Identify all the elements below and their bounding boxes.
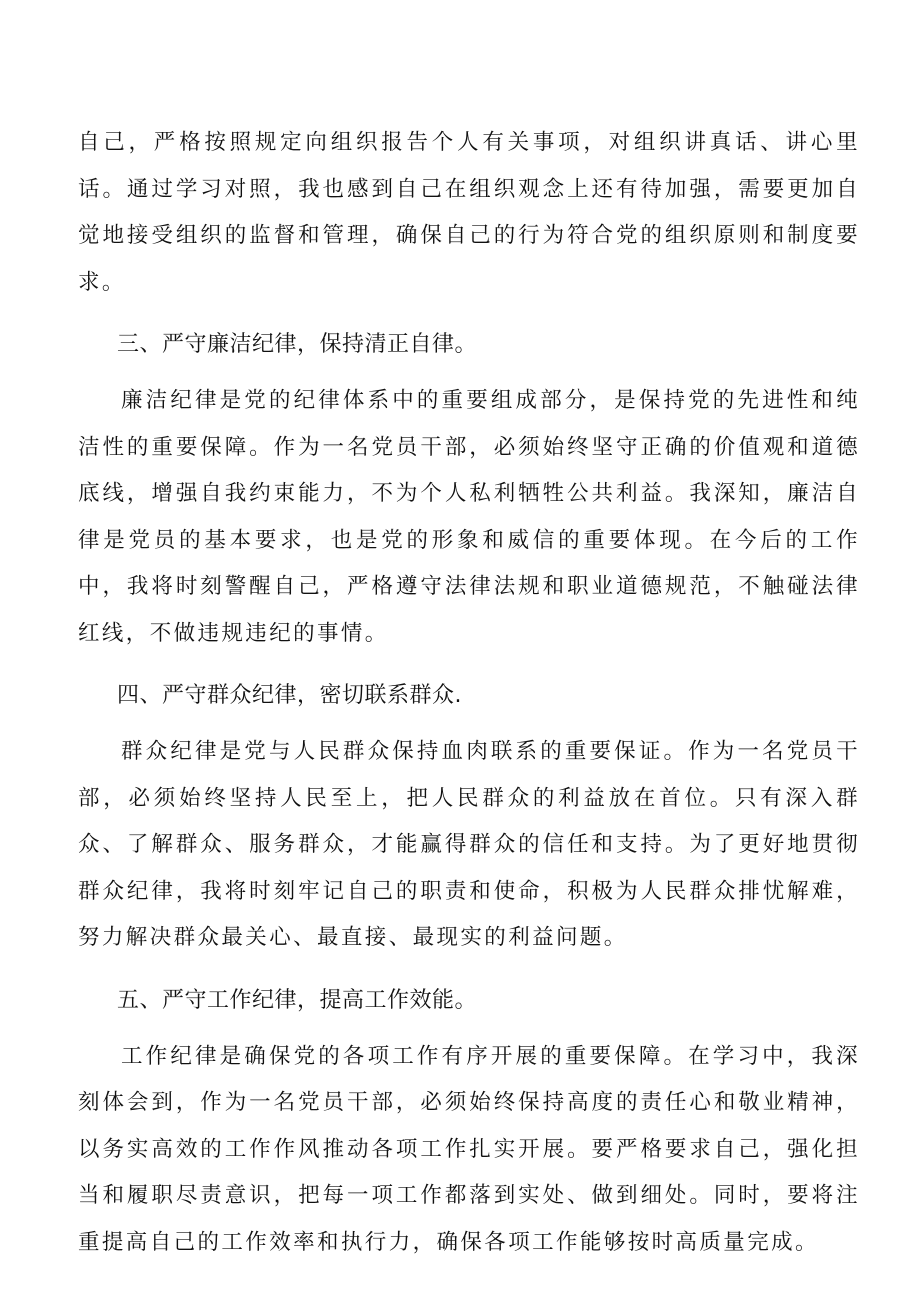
section-heading-3: 三、严守廉洁纪律，保持清正自律。: [117, 332, 478, 357]
section-heading-5: 五、严守工作纪律，提高工作效能。: [117, 987, 478, 1013]
paragraph-section-3: 廉洁纪律是党的纪律体系中的重要组成部分，是保持党的先进性和纯洁性的重要保障。作为一名党员干部，必须始终坚守正确的价值观和道德底线，增强自我约束能力，不为个人私利牺牲公共利益。我深知，廉洁自律是党员的基本要求，也是党的形象和威信的重要体现。在今后的工作中，我将时刻警醒自己，严格遵守法律法规和职业道德规范，不触碰法律红线，不做违规违纪的事情。: [78, 388, 860, 646]
document-body: [78, 120, 860, 1266]
paragraph-continued: 自己，严格按照规定向组织报告个人有关事项，对组织讲真话、讲心里话。通过学习对照，我也感到自己在组织观念上还有待加强，需要更加自觉地接受组织的监督和管理，确保自己的行为符合党的组织原则和制度要求。: [78, 130, 860, 295]
paragraph-section-5: 工作纪律是确保党的各项工作有序开展的重要保障。在学习中，我深刻体会到，作为一名党员干部，必须始终保持高度的责任心和敬业精神，以务实高效的工作作风推动各项工作扎实开展。要严格要求自己，强化担当和履职尽责意识，把每一项工作都落到实处、做到细处。同时，要将注重提高自己的工作效率和执行力，确保各项工作能够按时高质量完成。: [78, 1043, 860, 1255]
section-heading-4: 四、严守群众纪律，密切联系群众.: [117, 683, 462, 708]
paragraph-section-4: 群众纪律是党与人民群众保持血肉联系的重要保证。作为一名党员干部，必须始终坚持人民至上，把人民群众的利益放在首位。只有深入群众、了解群众、服务群众，才能赢得群众的信任和支持。为了更好地贯彻群众纪律，我将时刻牢记自己的职责和使命，积极为人民群众排忧解难，努力解决群众最关心、最直接、最现实的利益问题。: [78, 739, 860, 950]
